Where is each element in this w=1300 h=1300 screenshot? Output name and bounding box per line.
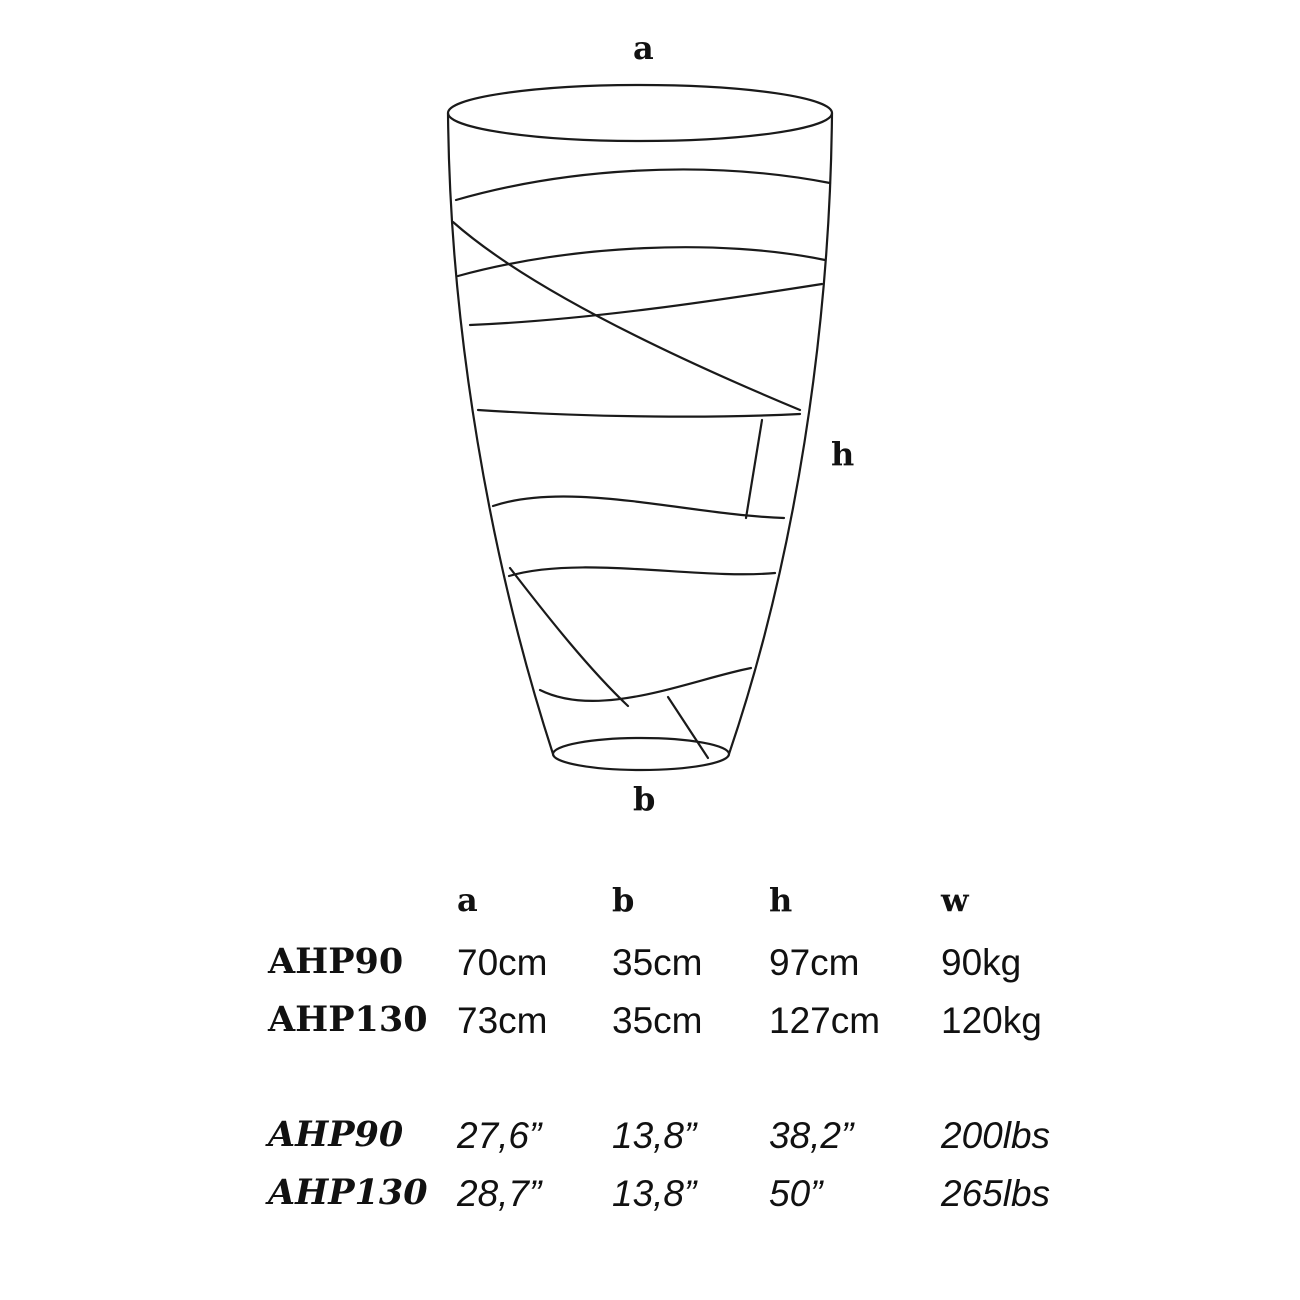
dimension-label-h: h <box>831 435 855 473</box>
column-header-a: a <box>457 881 478 919</box>
cell-w: 120kg <box>941 1000 1042 1041</box>
row-model: AHP130 <box>268 999 428 1040</box>
column-header-w: w <box>941 881 969 919</box>
cell-a-imperial: 28,7” <box>457 1173 542 1214</box>
cell-a: 73cm <box>457 1000 548 1041</box>
cell-h-imperial: 38,2” <box>769 1115 854 1156</box>
cell-w-imperial: 265lbs <box>941 1173 1051 1214</box>
row-model-imperial: AHP90 <box>268 1114 404 1155</box>
cell-h: 127cm <box>769 1000 881 1041</box>
cell-b: 35cm <box>612 1000 703 1041</box>
row-model: AHP90 <box>268 941 404 982</box>
row-model-imperial: AHP130 <box>268 1172 428 1213</box>
dimension-label-b: b <box>633 780 656 818</box>
cell-b-imperial: 13,8” <box>612 1173 697 1214</box>
cell-h: 97cm <box>769 942 860 983</box>
cell-h-imperial: 50” <box>769 1173 823 1214</box>
cell-b-imperial: 13,8” <box>612 1115 697 1156</box>
column-header-h: h <box>769 881 793 919</box>
cell-w-imperial: 200lbs <box>941 1115 1051 1156</box>
cell-w: 90kg <box>941 942 1022 983</box>
column-header-b: b <box>612 881 635 919</box>
cell-b: 35cm <box>612 942 703 983</box>
dimension-label-a: a <box>633 29 654 67</box>
cell-a-imperial: 27,6” <box>457 1115 542 1156</box>
cell-a: 70cm <box>457 942 548 983</box>
